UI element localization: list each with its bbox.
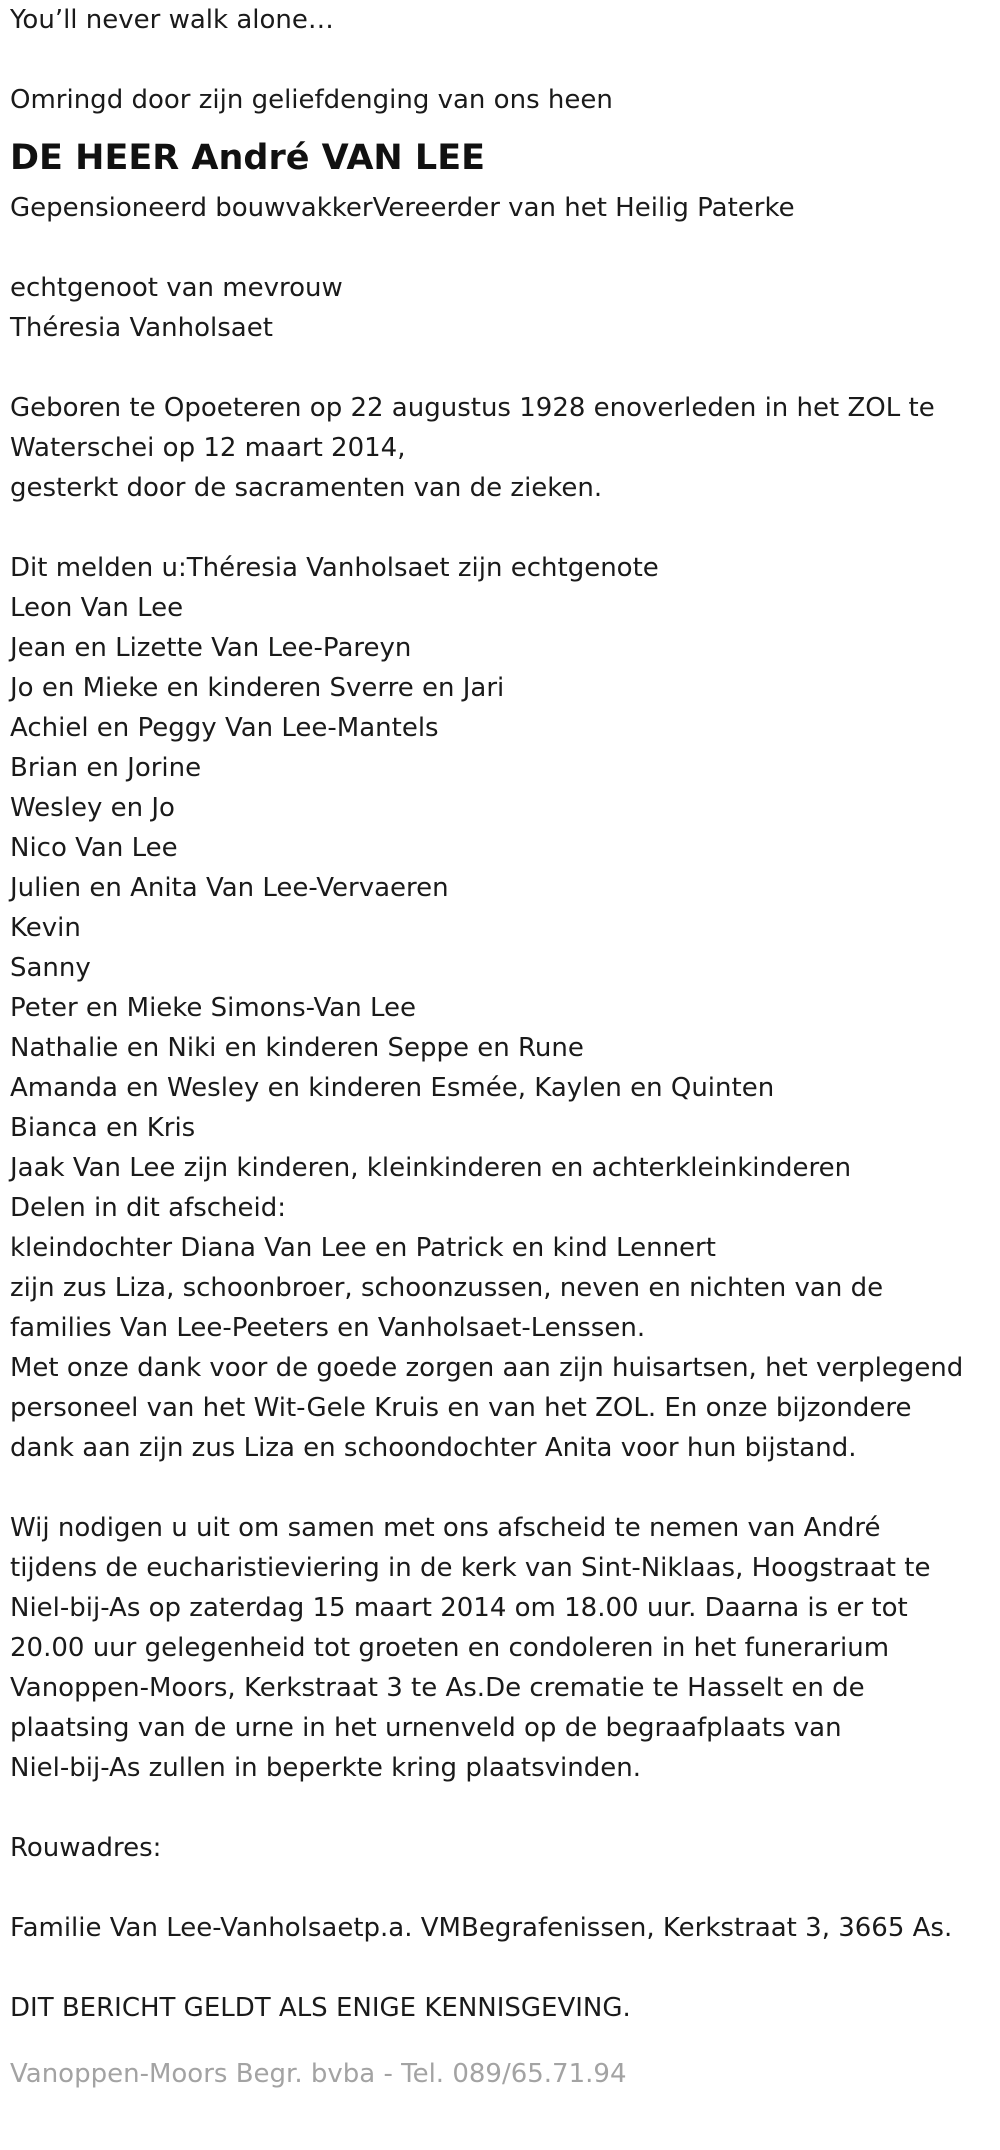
deceased-name: DE HEER André VAN LEE [10, 138, 486, 178]
ceremony-line: Wij nodigen u uit om samen met ons afscheid te nemen van André [10, 1513, 881, 1543]
family-line: Bianca en Kris [10, 1113, 196, 1143]
family-line: Nico Van Lee [10, 833, 178, 863]
family-line: Jo en Mieke en kinderen Sverre en Jari [10, 673, 505, 703]
ceremony-line: tijdens de eucharistieviering in de kerk van Sint-Niklaas, Hoogstraat te [10, 1553, 931, 1583]
family-line: Wesley en Jo [10, 793, 175, 823]
family-line: kleindochter Diana Van Lee en Patrick en kind Lennert [10, 1233, 716, 1263]
ceremony-line: Vanoppen-Moors, Kerkstraat 3 te As.De crematie te Hasselt en de [10, 1673, 865, 1703]
family-line: Peter en Mieke Simons-Van Lee [10, 993, 416, 1023]
family-line: Met onze dank voor de goede zorgen aan zijn huisartsen, het verplegend [10, 1353, 964, 1383]
ceremony-line: Niel-bij-As zullen in beperkte kring plaatsvinden. [10, 1753, 641, 1783]
family-line: Delen in dit afscheid: [10, 1193, 287, 1223]
family-line: Julien en Anita Van Lee-Vervaeren [10, 873, 449, 903]
family-line: Leon Van Lee [10, 593, 184, 623]
family-line: Sanny [10, 953, 91, 983]
ceremony-line: 20.00 uur gelegenheid tot groeten en condoleren in het funerarium [10, 1633, 890, 1663]
notice-text: DIT BERICHT GELDT ALS ENIGE KENNISGEVING. [10, 1993, 631, 2023]
family-line: personeel van het Wit-Gele Kruis en van het ZOL. En onze bijzondere [10, 1393, 912, 1423]
motto-text: You’ll never walk alone… [10, 5, 334, 35]
family-line: Jean en Lizette Van Lee-Pareyn [10, 633, 412, 663]
family-line: families Van Lee-Peeters en Vanholsaet-Lenssen. [10, 1313, 646, 1343]
address-value: Familie Van Lee-Vanholsaetp.a. VMBegrafenissen, Kerkstraat 3, 3665 As. [10, 1913, 953, 1943]
birth-death-line: gesterkt door de sacramenten van de zieken. [10, 473, 603, 503]
spouse-name: Théresia Vanholsaet [10, 313, 273, 343]
ceremony-line: Niel-bij-As op zaterdag 15 maart 2014 om 18.00 uur. Daarna is er tot [10, 1593, 908, 1623]
family-line: dank aan zijn zus Liza en schoondochter Anita voor hun bijstand. [10, 1433, 857, 1463]
footer-text: Vanoppen-Moors Begr. bvba - Tel. 089/65.71.94 [10, 2059, 627, 2089]
family-line: Achiel en Peggy Van Lee-Mantels [10, 713, 439, 743]
family-line: Kevin [10, 913, 81, 943]
address-label: Rouwadres: [10, 1833, 162, 1863]
family-line: Amanda en Wesley en kinderen Esmée, Kaylen en Quinten [10, 1073, 775, 1103]
family-line: Brian en Jorine [10, 753, 202, 783]
deceased-occupation: Gepensioneerd bouwvakkerVereerder van het Heilig Paterke [10, 193, 795, 223]
family-line: Jaak Van Lee zijn kinderen, kleinkinderen en achterkleinkinderen [10, 1153, 852, 1183]
birth-death-line: Waterschei op 12 maart 2014, [10, 433, 406, 463]
family-line: Dit melden u:Théresia Vanholsaet zijn echtgenote [10, 553, 659, 583]
ceremony-line: plaatsing van de urne in het urnenveld op de begraafplaats van [10, 1713, 842, 1743]
spouse-intro: echtgenoot van mevrouw [10, 273, 343, 303]
surrounded-text: Omringd door zijn geliefdenging van ons heen [10, 85, 613, 115]
family-line: zijn zus Liza, schoonbroer, schoonzussen, neven en nichten van de [10, 1273, 884, 1303]
birth-death-line: Geboren te Opoeteren op 22 augustus 1928 enoverleden in het ZOL te [10, 393, 935, 423]
ceremony-paragraph [10, 1508, 990, 1788]
family-line: Nathalie en Niki en kinderen Seppe en Rune [10, 1033, 584, 1063]
family-list [10, 548, 990, 1468]
